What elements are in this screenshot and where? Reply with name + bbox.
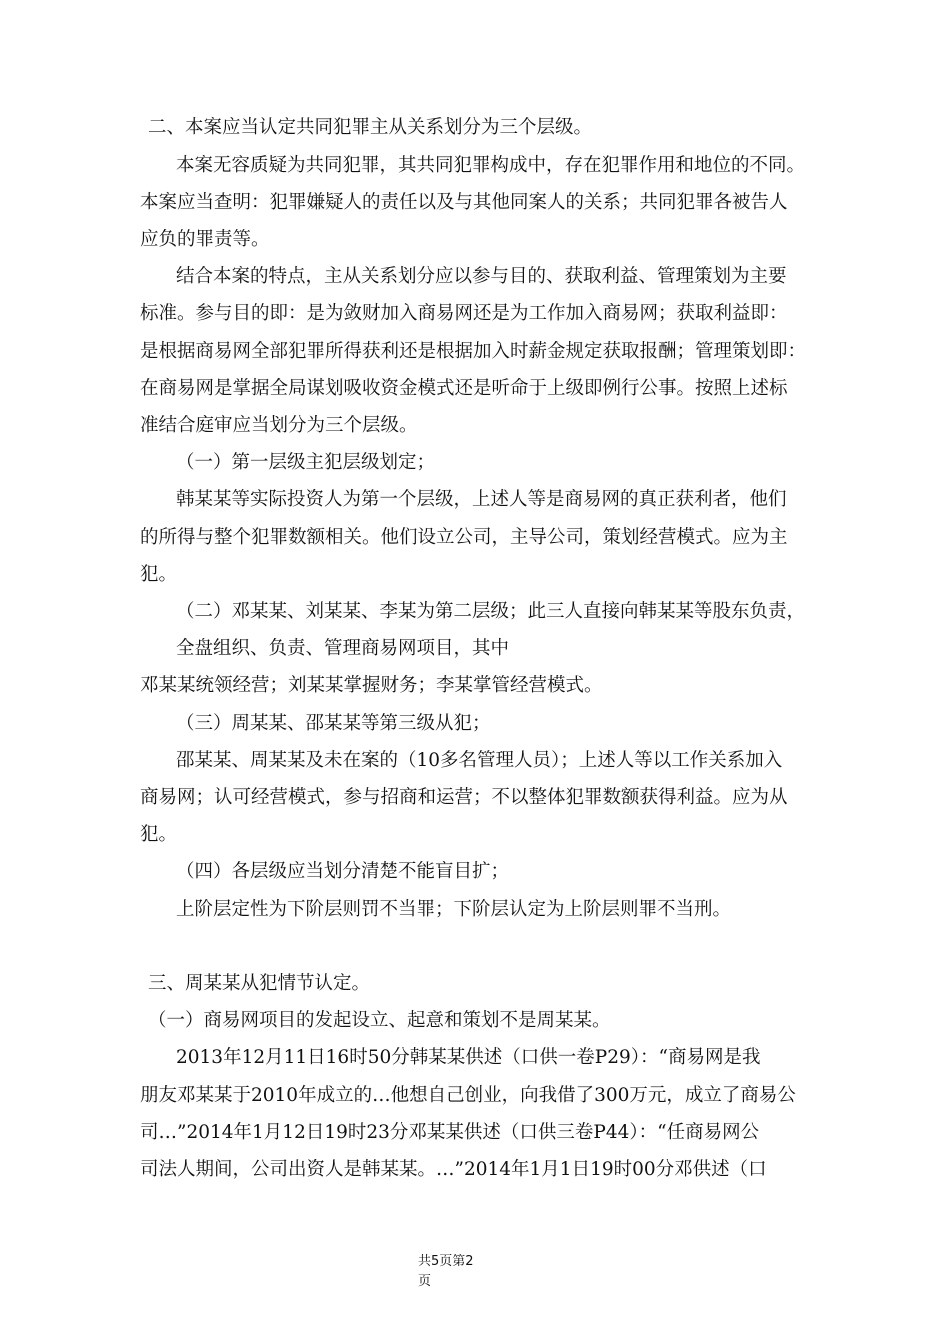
- paragraph-line: 2013年12月11日16时50分韩某某供述（口供一卷P29）：“商易网是我: [176, 1047, 761, 1068]
- paragraph-line: 商易网；认可经营模式，参与招商和运营；不以整体犯罪数额获得利益。应为从: [140, 787, 788, 808]
- paragraph-line: 本案无容质疑为共同犯罪，其共同犯罪构成中，存在犯罪作用和地位的不同。: [176, 155, 806, 176]
- paragraph-line: 上阶层定性为下阶层则罚不当罪；下阶层认定为上阶层则罪不当刑。: [176, 899, 732, 920]
- paragraph-line: 准结合庭审应当划分为三个层级。: [140, 415, 418, 436]
- paragraph-line: 朋友邓某某于2010年成立的…他想自己创业，向我借了300万元，成立了商易公: [140, 1085, 796, 1106]
- page-number: 共5页第2: [418, 1254, 474, 1269]
- paragraph-line: 应负的罪责等。: [140, 229, 270, 250]
- section-2-heading: 二、本案应当认定共同犯罪主从关系划分为三个层级。: [148, 117, 593, 138]
- subsection-heading: （一）商易网项目的发起设立、起意和策划不是周某某。: [148, 1010, 611, 1031]
- paragraph-line: 韩某某等实际投资人为第一个层级，上述人等是商易网的真正获利者，他们: [176, 489, 787, 510]
- paragraph-line: 标准。参与目的即：是为敛财加入商易网还是为工作加入商易网；获取利益即：: [140, 303, 788, 324]
- paragraph-line: 邓某某统领经营；刘某某掌握财务；李某掌管经营模式。: [140, 675, 603, 696]
- paragraph-line: 邵某某、周某某及未在案的（10多名管理人员）；上述人等以工作关系加入: [176, 750, 783, 771]
- paragraph-line: 结合本案的特点，主从关系划分应以参与目的、获取利益、管理策划为主要: [176, 266, 787, 287]
- subsection-heading: （一）第一层级主犯层级划定；: [176, 452, 436, 473]
- paragraph-line: 全盘组织、负责、管理商易网项目，其中: [176, 638, 510, 659]
- subsection-heading: （四）各层级应当划分清楚不能盲目扩；: [176, 861, 510, 882]
- paragraph-line: 的所得与整个犯罪数额相关。他们设立公司，主导公司，策划经营模式。应为主: [140, 527, 788, 548]
- paragraph-line: 司…”2014年1月12日19时23分邓某某供述（口供三卷P44）：“任商易网公: [140, 1122, 760, 1143]
- paragraph-line: 本案应当查明：犯罪嫌疑人的责任以及与其他同案人的关系；共同犯罪各被告人: [140, 192, 788, 213]
- paragraph-line: 犯。: [140, 824, 178, 845]
- subsection-heading: （三）周某某、邵某某等第三级从犯；: [176, 713, 491, 734]
- paragraph-line: 在商易网是掌据全局谋划吸收资金模式还是听命于上级即例行公事。按照上述标: [140, 378, 788, 399]
- section-3-heading: 三、周某某从犯情节认定。: [148, 973, 371, 994]
- page-number-suffix: 页: [418, 1274, 432, 1289]
- paragraph-line: 是根据商易网全部犯罪所得获利还是根据加入时薪金规定获取报酬；管理策划即：: [140, 341, 807, 362]
- subsection-heading: （二）邓某某、刘某某、李某为第二层级；此三人直接向韩某某等股东负责，: [176, 601, 806, 622]
- paragraph-line: 司法人期间，公司出资人是韩某某。…”2014年1月1日19时00分邓供述（口: [140, 1159, 767, 1180]
- paragraph-line: 犯。: [140, 564, 178, 585]
